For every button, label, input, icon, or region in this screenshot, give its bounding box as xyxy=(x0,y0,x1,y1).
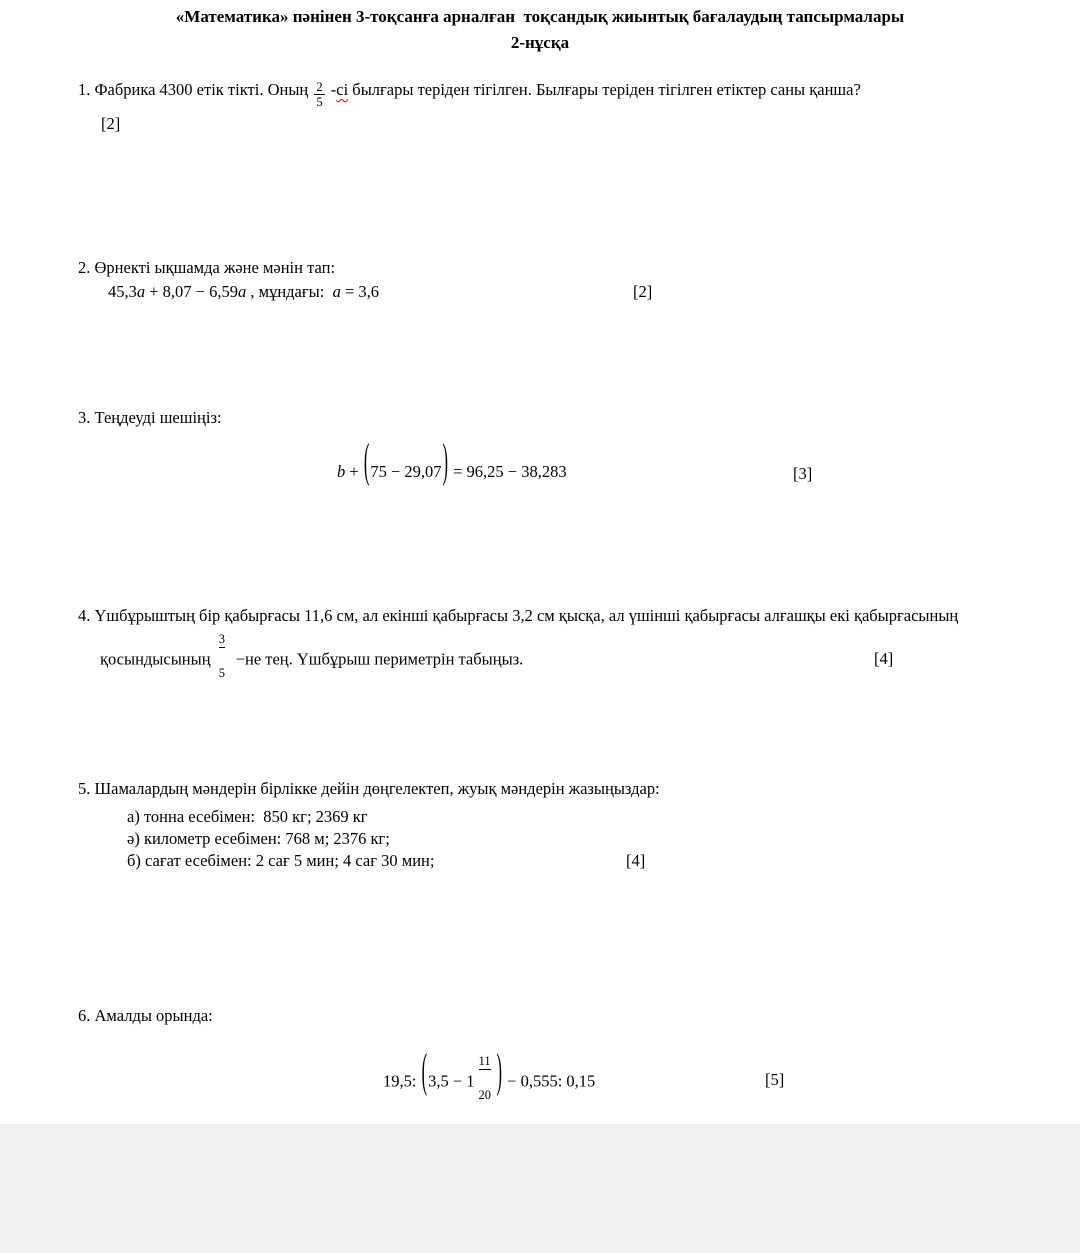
fraction-denominator: 5 xyxy=(316,95,323,109)
fraction-numerator: 11 xyxy=(478,1053,491,1068)
question-5-heading: 5. Шамалардың мәндерін бірлікке дейін дөңгелектеп, жуық мәндерін жазыңыздар: xyxy=(78,779,660,798)
fraction-denominator: 5 xyxy=(218,666,225,680)
question-3-heading: 3. Теңдеуді шешіңіз: xyxy=(78,408,222,427)
question-1-text-after: былғары теріден тігілген. Былғары теріден тігілген етіктер саны қанша? xyxy=(348,80,861,99)
open-paren: ( xyxy=(363,432,370,488)
variable-a: a xyxy=(238,282,247,301)
android-navigation-bar xyxy=(0,1124,1080,1253)
eq-part: , мұндағы: xyxy=(246,282,333,301)
document-variant: 2-нұсқа xyxy=(510,33,570,52)
fraction-numerator: 3 xyxy=(218,631,225,646)
document-title: «Математика» пәнінен 3-тоқсанға арналған тоқсандық жиынтық бағалаудың тапсырмалары xyxy=(175,7,905,26)
question-4-line2 xyxy=(100,631,524,680)
question-1 xyxy=(78,80,861,109)
question-2-marks: [2] xyxy=(633,282,653,301)
question-6-equation xyxy=(383,1041,596,1102)
question-3-equation xyxy=(337,432,567,488)
eq-part: 3,5 − 1 xyxy=(428,1071,475,1091)
fraction-denominator: 20 xyxy=(478,1088,492,1102)
question-1-dash: - xyxy=(326,80,337,99)
question-5-item-a: а) тонна есебімен: 850 кг; 2369 кг xyxy=(127,807,368,826)
open-paren: ( xyxy=(421,1041,428,1097)
question-5-item-b: б) сағат есебімен: 2 сағ 5 мин; 4 сағ 30 мин; xyxy=(127,851,435,870)
fraction-two-fifths xyxy=(314,81,324,109)
close-paren: ) xyxy=(496,1041,503,1097)
question-1-text-before: 1. Фабрика 4300 етік тікті. Оның xyxy=(78,80,313,99)
question-6-marks: [5] xyxy=(765,1070,785,1089)
eq-part: 75 − 29,07 xyxy=(370,462,442,481)
variable-b: b xyxy=(337,462,346,481)
fraction-three-fifths xyxy=(215,631,236,680)
question-4-text-before: қосындысының xyxy=(100,649,215,669)
variable-a: a xyxy=(136,282,146,301)
question-5-marks: [4] xyxy=(626,851,646,870)
fraction-eleven-twentieths xyxy=(475,1053,496,1102)
close-paren: ) xyxy=(442,432,448,488)
variable-a: a xyxy=(332,282,341,301)
eq-part: − 0,555: 0,15 xyxy=(503,1071,596,1091)
question-1-spellcheck-word: сі xyxy=(336,80,349,99)
eq-part: 19,5: xyxy=(383,1071,421,1091)
eq-part: + 8,07 − 6,59 xyxy=(145,282,238,301)
eq-part: = 96,25 − 38,283 xyxy=(449,462,567,481)
question-6-heading: 6. Амалды орында: xyxy=(78,1006,213,1025)
question-5-item-a2: ә) километр есебімен: 768 м; 2376 кг; xyxy=(127,829,390,848)
question-4-text-after: −не тең. Үшбұрыш периметрін табыңыз. xyxy=(235,649,524,669)
question-1-marks: [2] xyxy=(101,114,121,133)
fraction-numerator: 2 xyxy=(316,79,323,94)
question-3-marks: [3] xyxy=(793,464,813,483)
question-2-heading: 2. Өрнекті ықшамда және мәнін тап: xyxy=(78,258,336,277)
question-4-line1: 4. Үшбұрыштың бір қабырғасы 11,6 см, ал екінші қабырғасы 3,2 см қысқа, ал үшінші қабырғасы алғашқы екі қабырғасының xyxy=(78,606,959,625)
eq-part: = 3,6 xyxy=(340,282,379,301)
question-4-marks: [4] xyxy=(874,649,894,668)
question-2-equation xyxy=(108,282,379,302)
eq-part: 45,3 xyxy=(108,282,137,301)
eq-part: + xyxy=(345,462,363,481)
